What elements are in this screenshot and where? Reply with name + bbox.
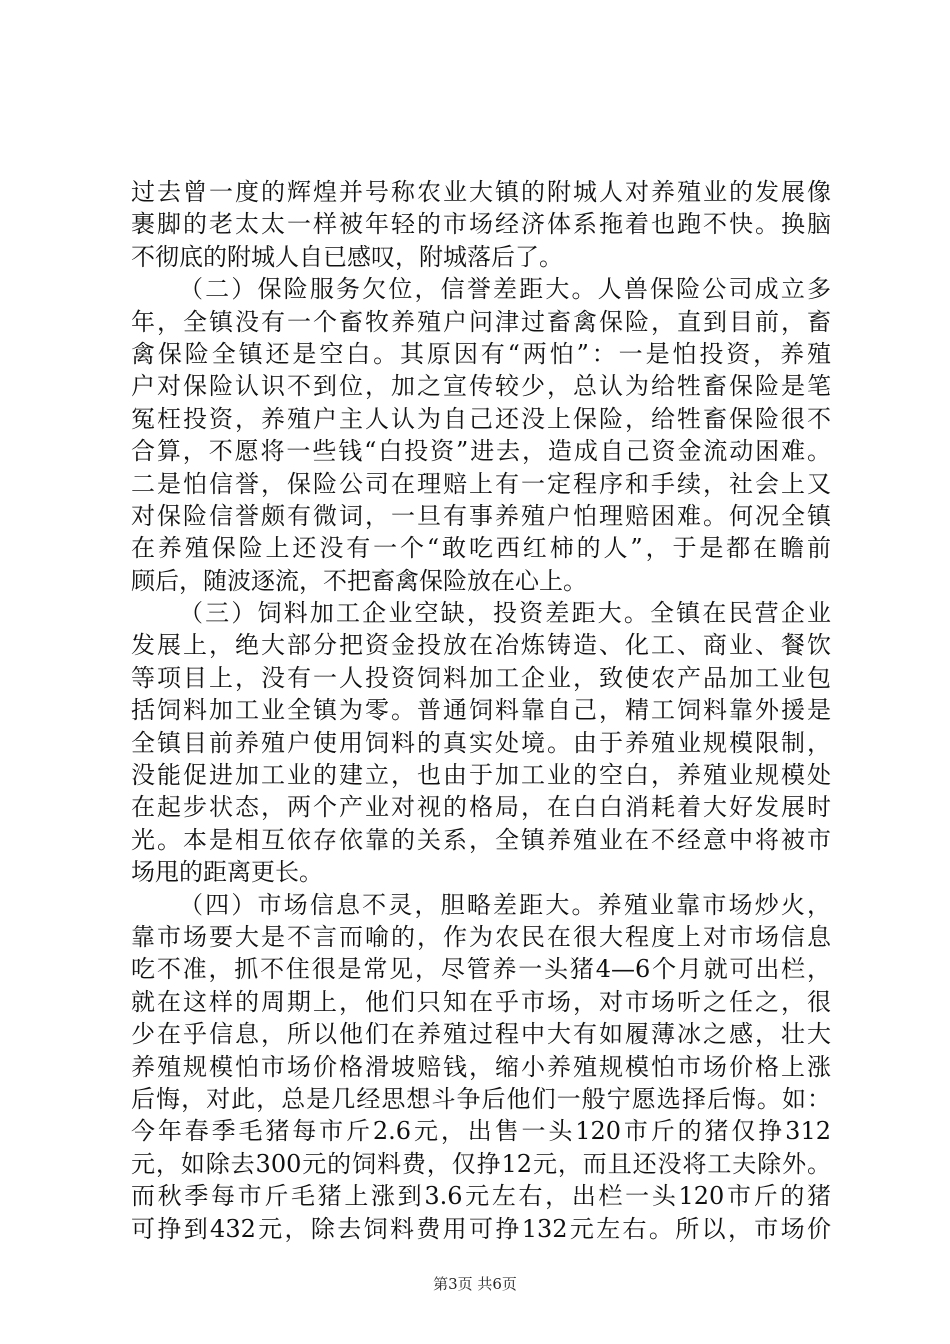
text-line: 年，全镇没有一个畜牧养殖户问津过畜禽保险，直到目前，畜 [131, 307, 831, 336]
text-line: 场甩的距离更长。 [131, 858, 323, 887]
text-line: 括饲料加工业全镇为零。普通饲料靠自己，精工饲料靠外援是 [131, 696, 831, 725]
text-line: 而秋季每市斤毛猪上涨到3.6元左右，出栏一头120市斤的猪 [131, 1182, 831, 1211]
text-line: 全镇目前养殖户使用饲料的真实处境。由于养殖业规模限制， [131, 728, 831, 757]
text-line: 可挣到432元，除去饲料费用可挣132元左右。所以，市场价 [131, 1214, 831, 1243]
text-line: 就在这样的周期上，他们只知在乎市场，对市场听之任之，很 [131, 987, 831, 1016]
text-line: 等项目上，没有一人投资饲料加工企业，致使农产品加工业包 [131, 663, 831, 692]
text-line: 光。本是相互依存依靠的关系，全镇养殖业在不经意中将被市 [131, 825, 831, 854]
text-line: 冤枉投资，养殖户主人认为自己还没上保险，给牲畜保险很不 [131, 404, 831, 433]
text-line: 在养殖保险上还没有一个“敢吃西红柿的人”，于是都在瞻前 [131, 534, 831, 563]
text-line: 靠市场要大是不言而喻的，作为农民在很大程度上对市场信息 [131, 922, 831, 951]
text-line: 发展上，绝大部分把资金投放在冶炼铸造、化工、商业、餐饮 [131, 631, 831, 660]
text-line: 后悔，对此，总是几经思想斗争后他们一般宁愿选择后悔。如： [131, 1084, 831, 1113]
text-line: 顾后，随波逐流，不把畜禽保险放在心上。 [131, 566, 587, 595]
text-line: 过去曾一度的辉煌并号称农业大镇的附城人对养殖业的发展像 [131, 178, 831, 206]
text-line: 不彻底的附城人自已感叹，附城落后了。 [131, 242, 563, 271]
text-line: 裹脚的老太太一样被年轻的市场经济体系拖着也跑不快。换脑 [131, 210, 831, 239]
text-line: 二是怕信誉，保险公司在理赔上有一定程序和手续，社会上又 [131, 469, 831, 498]
text-line: 吃不准，抓不住很是常见，尽管养一头猪4—6个月就可出栏， [131, 955, 831, 984]
text-line: 合算，不愿将一些钱“白投资”进去，造成自己资金流动困难。 [131, 437, 831, 466]
text-line: 对保险信誉颇有微词，一旦有事养殖户怕理赔困难。何况全镇 [131, 501, 831, 530]
text-line: 元，如除去300元的饲料费，仅挣12元，而且还没将工夫除外。 [131, 1149, 831, 1178]
section-heading-line: （三）饲料加工企业空缺，投资差距大。全镇在民营企业 [179, 599, 831, 628]
document-body [131, 176, 831, 1245]
text-line: 在起步状态，两个产业对视的格局，在白白消耗着大好发展时 [131, 793, 831, 822]
text-line: 户对保险认识不到位，加之宣传较少，总认为给牲畜保险是笔 [131, 372, 831, 401]
text-line: 今年春季毛猪每市斤2.6元，出售一头120市斤的猪仅挣312 [131, 1117, 831, 1146]
page-number-footer: 第3页 共6页 [433, 1275, 517, 1293]
section-heading-line: （二）保险服务欠位，信誉差距大。人兽保险公司成立多 [179, 275, 831, 304]
text-line: 禽保险全镇还是空白。其原因有“两怕”：一是怕投资，养殖 [131, 339, 831, 368]
section-heading-line: （四）市场信息不灵，胆略差距大。养殖业靠市场炒火， [179, 890, 831, 919]
text-line: 少在乎信息，所以他们在养殖过程中大有如履薄冰之感，壮大 [131, 1020, 831, 1049]
text-line: 养殖规模怕市场价格滑坡赔钱，缩小养殖规模怕市场价格上涨 [131, 1052, 831, 1081]
text-line: 没能促进加工业的建立，也由于加工业的空白，养殖业规模处 [131, 761, 831, 790]
